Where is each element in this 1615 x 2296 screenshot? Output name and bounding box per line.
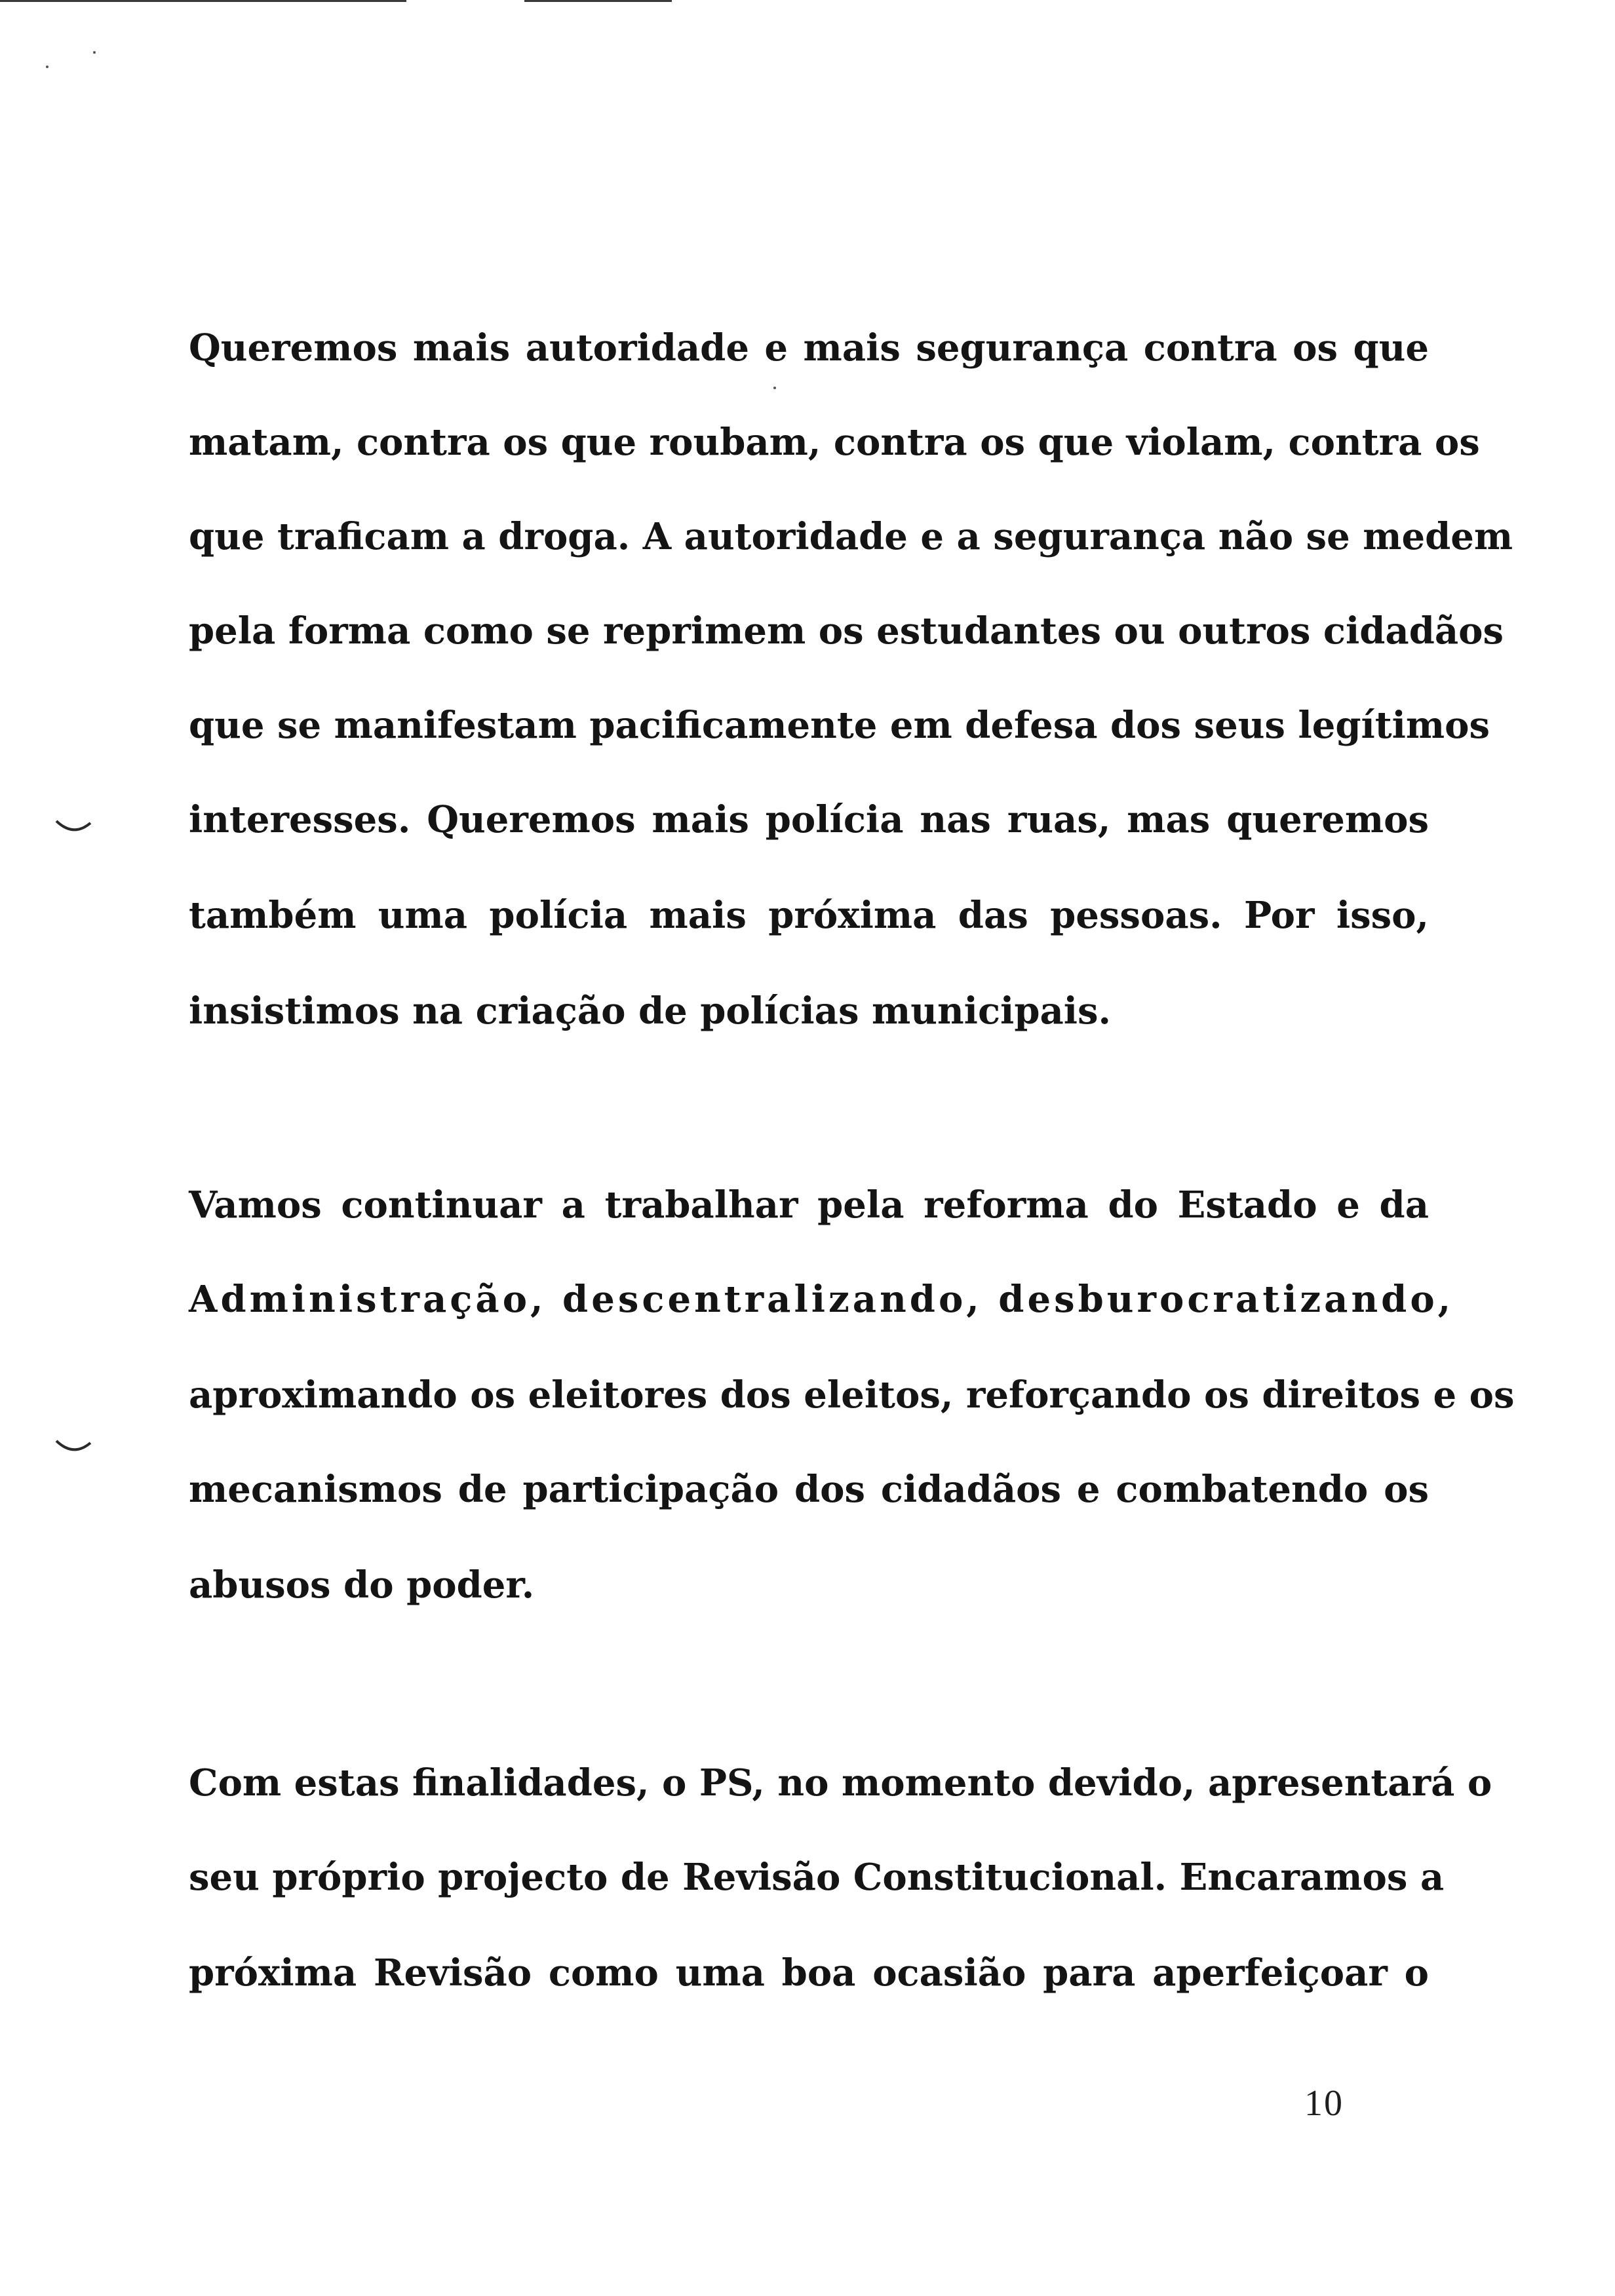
- text-line: também uma polícia mais próxima das pessoas. Por isso,: [189, 894, 1429, 937]
- text-line: insistimos na criação de polícias municipais.: [189, 989, 1112, 1033]
- text-line: pela forma como se reprimem os estudantes ou outros cidadãos: [189, 609, 1504, 653]
- text-line: seu próprio projecto de Revisão Constitucional. Encaramos a: [189, 1856, 1445, 1899]
- text-line: aproximando os eleitores dos eleitos, reforçando os direitos e os: [189, 1373, 1515, 1417]
- margin-tick-mark: [55, 819, 92, 833]
- margin-tick-mark: [55, 1439, 92, 1453]
- text-line: que se manifestam pacificamente em defesa dos seus legítimos: [189, 704, 1490, 747]
- scan-speck: [773, 387, 776, 389]
- scan-edge-line: [0, 0, 406, 2]
- page-number: 10: [1304, 2083, 1344, 2124]
- text-line: mecanismos de participação dos cidadãos e combatendo os: [189, 1468, 1429, 1511]
- scan-speck: [46, 66, 49, 68]
- text-line: Administração, descentralizando, desburocratizando,: [189, 1278, 1454, 1321]
- text-line: Com estas finalidades, o PS, no momento devido, apresentará o: [189, 1761, 1492, 1805]
- text-line: que traficam a droga. A autoridade e a segurança não se medem: [189, 515, 1513, 558]
- scan-speck: [93, 51, 96, 54]
- text-line: Vamos continuar a trabalhar pela reforma do Estado e da: [189, 1183, 1429, 1227]
- text-line: interesses. Queremos mais polícia nas ruas, mas queremos: [189, 798, 1429, 841]
- scan-edge-line: [524, 0, 672, 2]
- text-line: próxima Revisão como uma boa ocasião para aperfeiçoar o: [189, 1951, 1429, 1995]
- text-line: abusos do poder.: [189, 1563, 535, 1607]
- text-line: Queremos mais autoridade e mais segurança contra os que: [189, 326, 1429, 370]
- text-line: matam, contra os que roubam, contra os que violam, contra os: [189, 421, 1480, 464]
